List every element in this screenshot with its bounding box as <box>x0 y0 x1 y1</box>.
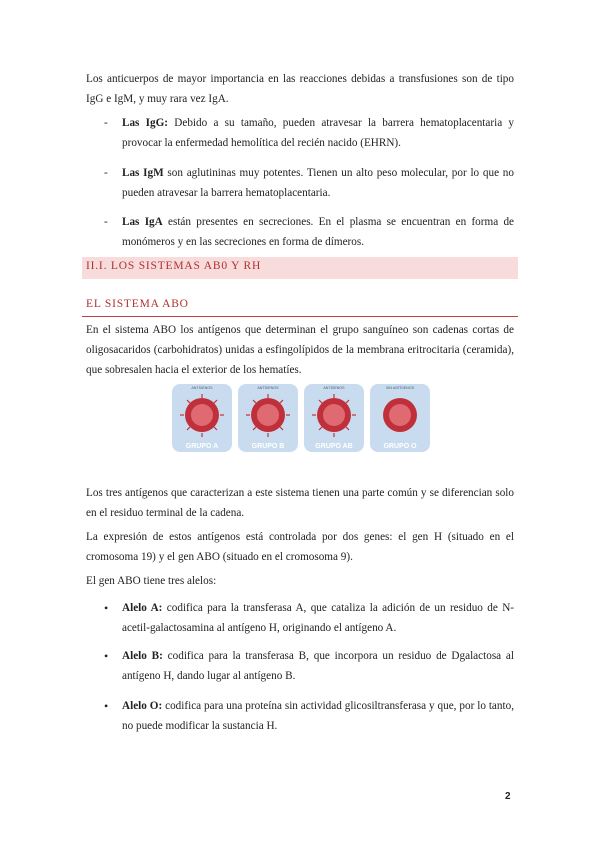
list-item-term: Las IgM <box>122 167 164 179</box>
paragraph-alleles-intro: El gen ABO tiene tres alelos: <box>86 575 217 587</box>
list-item-term: Alelo A: <box>122 602 163 614</box>
antigen-label: SIN ANTÍGENOS <box>386 386 414 390</box>
list-item-iga <box>104 212 514 252</box>
group-b-label: GRUPO B <box>251 443 285 450</box>
list-marker: - <box>104 117 108 129</box>
list-item-term: Alelo O: <box>122 700 163 712</box>
group-o-label: GRUPO O <box>383 443 417 450</box>
antigen-label: ANTÍGENOS <box>323 386 345 390</box>
group-a-label: GRUPO A <box>185 443 219 450</box>
section-title: II.I. LOS SISTEMAS AB0 Y RH <box>86 260 262 272</box>
paragraph-genes: La expresión de estos antígenos está controlada por dos genes: el gen H (situado en el cromosoma 19) y el gen ABO (situado en el cromosoma 9). <box>86 531 514 563</box>
intro-paragraph: Los anticuerpos de mayor importancia en las reacciones debidas a transfusiones son de tipo IgG e IgM, y muy rara vez IgA. <box>86 73 514 105</box>
page-number: 2 <box>505 791 511 802</box>
subsection-title: EL SISTEMA ABO <box>86 298 189 310</box>
bullet-marker: • <box>104 649 109 663</box>
abo-intro-paragraph: En el sistema ABO los antígenos que determinan el grupo sanguíneo son cadenas cortas de oligosacaridos (carbohidratos) unidas a esfingolípidos de la membrana eritrocitaria (ceramida), que sobresalen hacia el exterior de los hematíes. <box>86 324 514 376</box>
list-marker: - <box>104 167 108 179</box>
list-marker: - <box>104 216 108 228</box>
group-o-panel <box>370 384 430 452</box>
list-item-text: Debido a su tamaño, pueden atravesar la barrera hematoplacentaria y provocar la enfermedad hemolítica del recién nacido (EHRN). <box>122 117 514 149</box>
list-item-text: codifica para la transferasa B, que incorpora un residuo de Dgalactosa al antígeno H, dando lugar al antígeno B. <box>122 650 515 682</box>
subsection-rule <box>82 316 518 317</box>
abo-blood-groups-figure <box>170 380 432 456</box>
list-item-allele-o <box>104 696 514 736</box>
section-header <box>82 257 518 279</box>
group-b-panel <box>238 384 298 452</box>
list-item-text: codifica para una proteína sin actividad glicosiltransferasa y que, por lo tanto, no puede modificar la sustancia H. <box>122 700 514 732</box>
list-item-igm <box>104 163 514 203</box>
list-item-allele-a <box>104 598 514 638</box>
list-item-term: Las IgA <box>122 216 163 228</box>
list-item-text: son aglutininas muy potentes. Tienen un alto peso molecular, por lo que no pueden atravesar la barrera hematoplacentaria. <box>122 167 514 199</box>
list-item-text: están presentes en secreciones. En el plasma se encuentran en forma de monómeros y en las secreciones en forma de dímeros. <box>122 216 515 248</box>
antigen-label: ANTÍGENOS <box>257 386 279 390</box>
antigen-label: ANTÍGENOS <box>191 386 213 390</box>
group-a-panel <box>172 384 232 452</box>
list-item-term: Las IgG: <box>122 117 169 129</box>
bullet-marker: • <box>104 699 109 713</box>
list-item-allele-b <box>104 646 514 686</box>
list-item-igg <box>104 113 514 153</box>
group-ab-label: GRUPO AB <box>315 443 353 450</box>
group-ab-panel <box>304 384 364 452</box>
list-item-text: codifica para la transferasa A, que cataliza la adición de un residuo de N-acetil-galactosamina al antígeno H, originando el antígeno A. <box>122 602 514 634</box>
paragraph-antigens: Los tres antígenos que caracterizan a este sistema tienen una parte común y se diferencian solo en el residuo terminal de la cadena. <box>86 487 514 519</box>
list-item-term: Alelo B: <box>122 650 163 662</box>
bullet-marker: • <box>104 601 109 615</box>
